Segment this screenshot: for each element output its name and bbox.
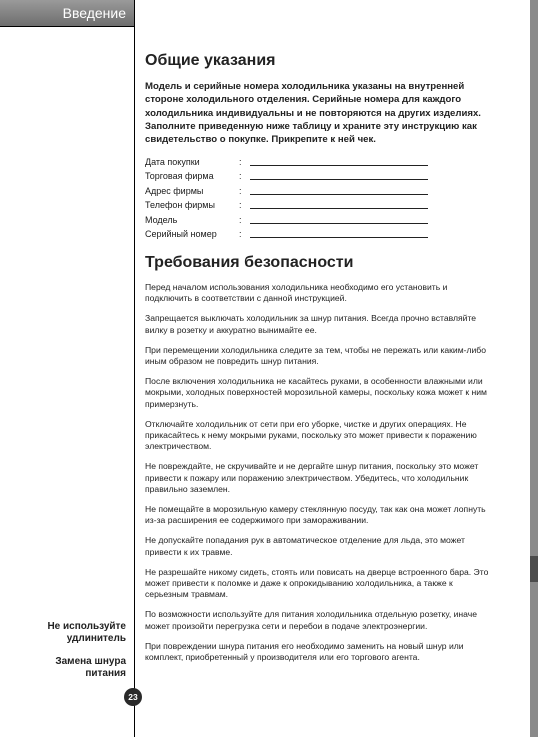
form-colon: : bbox=[239, 171, 242, 182]
form-row-purchase-date bbox=[145, 155, 445, 169]
form-colon: : bbox=[239, 200, 242, 211]
safety-paragraph: Не допускайте попадания рук в автоматическое отделение для льда, это может привести к их травме. bbox=[145, 535, 465, 557]
safety-paragraph: Отключайте холодильник от сети при его уборке, чистке и других операциях. Не прикасайтесь к нему мокрыми руками, поскольку это может привести к поражению электричеством. bbox=[145, 418, 477, 452]
section-header bbox=[0, 0, 134, 26]
safety-paragraph: Не повреждайте, не скручивайте и не дергайте шнур питания, поскольку это может привести к пожару или поражению электричеством. Убедитесь, что холодильник правильно заземлен. bbox=[145, 461, 479, 494]
general-heading: Общие указания bbox=[145, 52, 276, 69]
form-fill-line[interactable] bbox=[250, 208, 428, 209]
form-label: Модель bbox=[145, 214, 178, 225]
sidenote-extension: Не используйте удлинитель bbox=[47, 621, 126, 644]
purchase-form bbox=[145, 155, 445, 241]
form-row-model bbox=[145, 213, 445, 227]
form-colon: : bbox=[239, 214, 242, 225]
form-row-dealer bbox=[145, 169, 445, 183]
form-row-dealer-address bbox=[145, 184, 445, 198]
safety-paragraph: При перемещении холодильника следите за тем, чтобы не пережать или каким-либо иным образом не повредить шнур питания. bbox=[145, 344, 487, 367]
form-label: Телефон фирмы bbox=[145, 200, 215, 211]
safety-paragraph: Перед началом использования холодильника необходимо его установить и подключить в соответствии с данной инструкцией. bbox=[145, 282, 448, 304]
form-row-dealer-phone bbox=[145, 198, 445, 212]
form-label: Торговая фирма bbox=[145, 171, 214, 182]
safety-paragraph: Не разрешайте никому сидеть, стоять или повисать на дверце встроенного бара. Это может привести к поломке и даже к опрокидыванию холодильника, а также к серьезным травмам. bbox=[145, 566, 489, 600]
form-colon: : bbox=[239, 157, 242, 167]
form-row-serial bbox=[145, 227, 445, 241]
chapter-tab-marker bbox=[530, 556, 538, 582]
form-label: Серийный номер bbox=[145, 228, 217, 239]
form-label: Дата покупки bbox=[145, 157, 200, 167]
safety-paragraph: Не помещайте в морозильную камеру стеклянную посуду, так как она может лопнуть из-за расширения ее содержимого при замораживании. bbox=[145, 504, 486, 526]
form-label: Адрес фирмы bbox=[145, 185, 204, 196]
form-fill-line[interactable] bbox=[250, 179, 428, 180]
form-fill-line[interactable] bbox=[250, 194, 428, 195]
general-intro: Модель и серийные номера холодильника указаны на внутренней стороне холодильного отделения. Серийные номера для каждого холодильника индивидуальны и не повторяются на других изделиях. Заполните приведенную ниже таблицу и храните эту инструкцию как свидетельство о покупке. Прикрепите к ней чек. bbox=[145, 81, 481, 146]
page-edge-strip bbox=[530, 0, 538, 737]
sidenote-cord: Замена шнура питания bbox=[55, 656, 126, 679]
safety-paragraph: Запрещается выключать холодильник за шнур питания. Всегда прочно вставляйте вилку в розетку и аккуратно вынимайте ее. bbox=[145, 313, 477, 335]
form-colon: : bbox=[239, 228, 242, 239]
safety-paragraph: После включения холодильника не касайтесь руками, в особенности влажными или мокрыми, холодных поверхностей морозильной камеры, поскольку кожа может к ним примерзнуть. bbox=[145, 376, 487, 409]
form-fill-line[interactable] bbox=[250, 223, 428, 224]
safety-paragraphs bbox=[145, 282, 495, 663]
margin-divider bbox=[134, 0, 135, 737]
form-fill-line[interactable] bbox=[250, 165, 428, 166]
form-fill-line[interactable] bbox=[250, 237, 428, 238]
safety-paragraph: По возможности используйте для питания холодильника отдельную розетку, иначе может произойти перегрузка сети и перебои в подаче электроэнергии. bbox=[145, 609, 478, 631]
header-divider bbox=[0, 26, 134, 27]
section-title: Введение bbox=[62, 5, 126, 21]
page-number: 23 bbox=[124, 688, 142, 706]
safety-heading: Требования безопасности bbox=[145, 254, 354, 271]
safety-paragraph: При повреждении шнура питания его необходимо заменить на новый шнур или комплект, приобретенный у производителя или его торгового агента. bbox=[145, 640, 464, 663]
form-colon: : bbox=[239, 185, 242, 196]
